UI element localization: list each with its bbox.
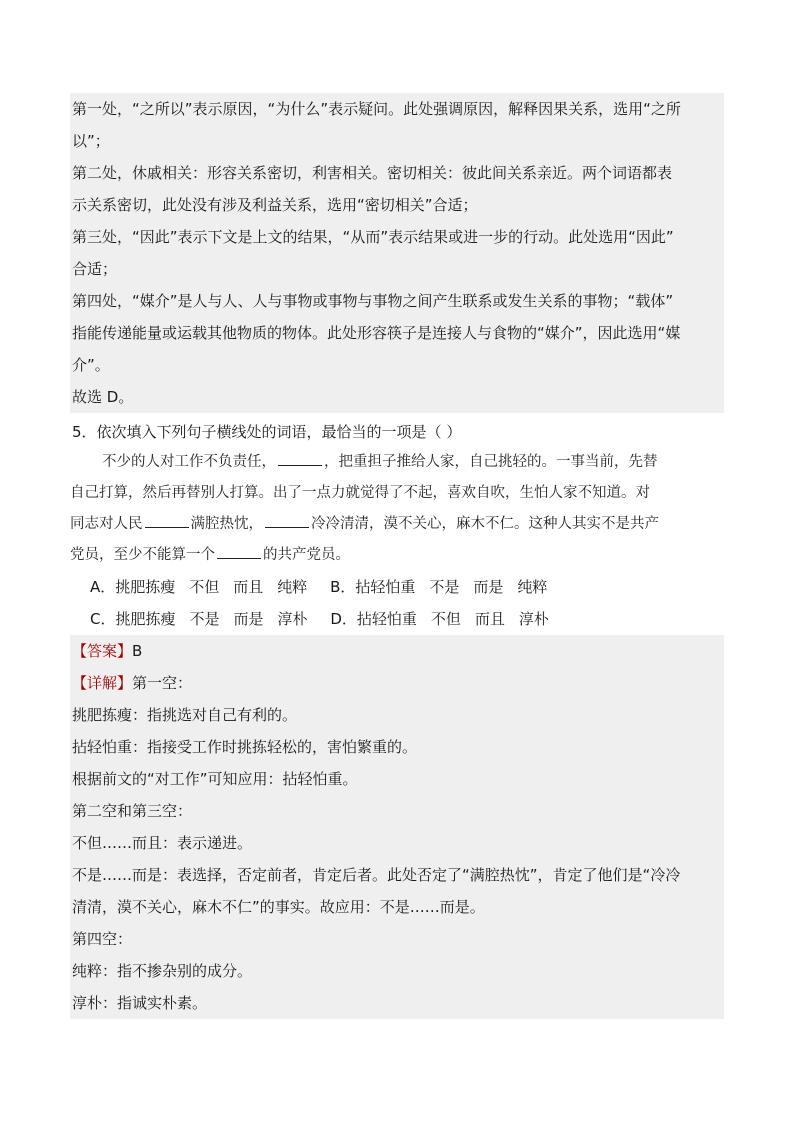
detail-line: 淳朴：指诚实朴素。	[72, 994, 208, 1012]
options-row	[70, 603, 724, 635]
passage-text: 自己打算，然后再替别人打算。出了一点力就觉得了不起，喜欢自吹，生怕人家不知道。对	[70, 485, 650, 501]
option-a	[90, 571, 307, 603]
answer-label: 【答案】	[72, 642, 133, 660]
passage-text: 同志对人民	[70, 516, 143, 532]
option-text: 淳朴	[277, 610, 308, 628]
options-row	[70, 571, 724, 603]
option-text: 而是	[233, 610, 264, 628]
passage-text: 不少的人对工作不负责任，	[102, 454, 276, 470]
option-text: 不是	[189, 610, 220, 628]
option-text: D．拈轻怕重	[330, 610, 417, 628]
explain-line: 合适；	[72, 260, 118, 278]
option-d	[330, 603, 549, 635]
option-text: C．挑肥拣瘦	[90, 610, 176, 628]
passage-line	[70, 509, 724, 540]
explain-line: 第二处，休戚相关：形容关系密切，利害相关。密切相关：彼此间关系亲近。两个词语都表	[72, 164, 673, 182]
detail-line: 第二空和第三空：	[72, 802, 193, 820]
passage-text: 党员，至少不能算一个	[70, 547, 215, 563]
explain-line: 第四处，“媒介”是人与人、人与事物或事物与事物之间产生联系或发生关系的事物；“载体”	[72, 292, 674, 310]
option-text: 不但	[189, 578, 220, 596]
passage-text: 冷冷清清，漠不关心，麻木不仁。这种人其实不是共产	[311, 516, 659, 532]
option-text: 不但	[430, 610, 461, 628]
option-text: 不是	[429, 578, 460, 596]
blank-2	[145, 513, 189, 528]
answer-value: B	[132, 642, 143, 660]
question-stem: 5．依次填入下列句子横线处的词语，最恰当的一项是（ ）	[72, 423, 462, 441]
answer-section	[70, 635, 724, 1019]
option-text: 纯粹	[517, 578, 548, 596]
previous-explanation	[70, 93, 724, 413]
detail-line	[70, 667, 724, 699]
blank-4	[217, 544, 261, 559]
passage-line	[70, 447, 724, 478]
detail-line: 挑肥拣瘦：指挑选对自己有利的。	[72, 706, 298, 724]
explain-line: 指能传递能量或运载其他物质的物体。此处形容筷子是连接人与食物的“媒介”，因此选用“媒	[72, 324, 681, 342]
explain-line: 示关系密切，此处没有涉及利益关系，选用“密切相关”合适；	[72, 196, 478, 214]
option-text: 而且	[474, 610, 505, 628]
blank-1	[278, 451, 322, 466]
detail-label: 【详解】	[72, 674, 133, 692]
option-b	[330, 571, 547, 603]
option-text: A．挑肥拣瘦	[90, 578, 176, 596]
passage-text: ，把重担子推给人家，自己挑轻的。一事当前，先替	[324, 454, 658, 470]
detail-line: 不但……而且：表示递进。	[72, 834, 253, 852]
option-text: 淳朴	[518, 610, 549, 628]
detail-text: 第一空：	[132, 674, 193, 692]
detail-line: 清清，漠不关心，麻木不仁”的事实。故应用：不是……而是。	[72, 898, 485, 916]
explain-line: 以”；	[72, 132, 110, 150]
passage-text: 的共产党员。	[263, 547, 350, 563]
option-text: 而是	[473, 578, 504, 596]
detail-line: 纯粹：指不掺杂别的成分。	[72, 962, 253, 980]
passage-line	[70, 478, 724, 509]
option-text: 而且	[233, 578, 264, 596]
explain-line: 故选 D。	[72, 388, 134, 406]
explain-line: 第三处，“因此”表示下文是上文的结果，“从而”表示结果或进一步的行动。此处选用“因此”	[72, 228, 674, 246]
question-5	[70, 417, 724, 635]
detail-line: 拈轻怕重：指接受工作时挑拣轻松的，害怕繁重的。	[72, 738, 418, 756]
detail-line: 第四空：	[72, 930, 133, 948]
explain-line: 第一处，“之所以”表示原因，“为什么”表示疑问。此处强调原因，解释因果关系，选用“之所	[72, 100, 681, 118]
blank-3	[265, 513, 309, 528]
option-text: B．拈轻怕重	[330, 578, 416, 596]
detail-line: 根据前文的“对工作”可知应用：拈轻怕重。	[72, 770, 358, 788]
passage-text: 满腔热忱，	[190, 516, 263, 532]
detail-line: 不是……而是：表选择，否定前者，肯定后者。此处否定了“满腔热忱”，肯定了他们是“冷冷	[72, 866, 681, 884]
document-page	[70, 93, 724, 1019]
explain-line: 介”。	[72, 356, 110, 374]
option-c	[90, 603, 308, 635]
answer-line	[70, 635, 724, 667]
passage-line	[70, 540, 724, 571]
option-text: 纯粹	[277, 578, 308, 596]
